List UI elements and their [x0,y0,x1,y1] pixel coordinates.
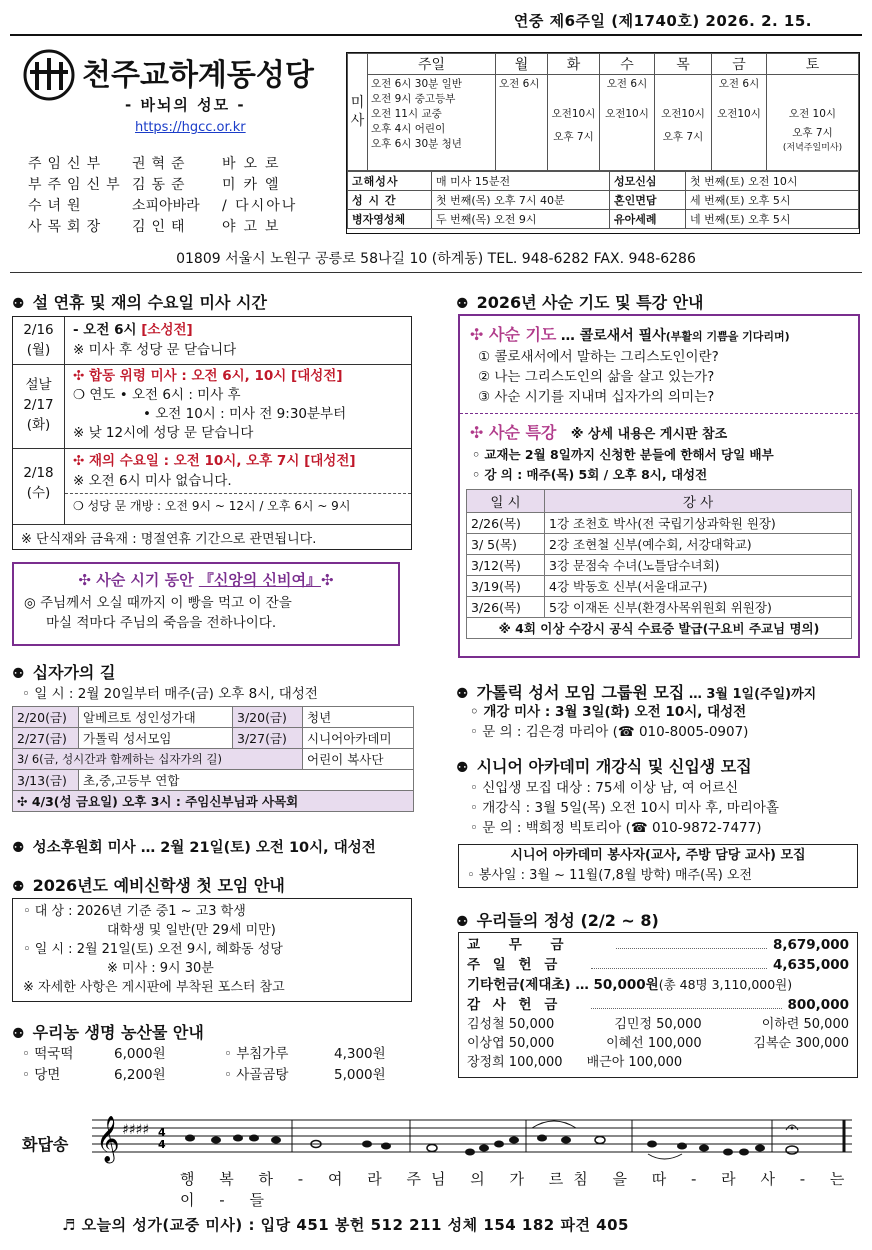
lunar-day-3: 2/18 (수) ✣ 재의 수요일 : 오전 10시, 오후 7시 [대성전] ※ 오전 6시 미사 없습니다. ❍ 성당 문 개방 : 오전 9시 ~ 12시 / 오후 6시 ~ 9시 [13,449,411,525]
bible-info: ◦ 개강 미사 : 3월 3일(화) 오전 10시, 대성전 ◦ 문 의 : 김은경 마리아 (☎ 010-8005-0907) [470,704,749,740]
music-staff-icon [92,1108,852,1168]
farm-section-title: ⚉ 우리농 생명 농산물 안내 [12,1023,204,1042]
prelim-section-title: ⚉ 2026년도 예비신학생 첫 모임 안내 [12,876,285,895]
top-divider [10,34,862,36]
staff-list [28,154,342,238]
prayer-items: ① 콜로새서에서 말하는 그리스도인이란? ② 나는 그리스도인의 삶을 살고 있는가? ③ 사순 시기를 지내며 십자가의 의미는? [478,349,719,405]
sunday-times: 오전 6시 30분 일반 오전 9시 중고등부 오전 11시 교중 오후 4시 어린이 오후 6시 30분 청년 [368,75,496,171]
monday-times: 오전 6시 [496,75,548,171]
staff-baptismal: 미카엘 [222,177,287,193]
staff-role: 사목회장 [28,219,107,235]
mass-table [347,53,859,171]
cross-section-title: ⚉ 십자가의 길 [12,663,116,682]
parish-address: 01809 서울시 노원구 공릉로 58나길 10 (하계동) TEL. 948-6282 FAX. 948-6286 [176,251,696,267]
staff-baptismal: / 다시아나 [222,198,298,214]
senior-section-title: ⚉ 시니어 아카데미 개강식 및 신입생 모집 [456,757,752,776]
sacrament-label: 유아세례 [610,210,686,229]
day-sunday: 주일 [368,54,496,75]
lunar-day-2: 설날 2/17 (화) ✣ 합동 위령 미사 : 오전 6시, 10시 [대성전] ❍ 연도 • 오전 6시 : 미사 후 • 오전 10시 : 미사 전 9:30분부터 ※ 낮 12시에 성당 문 닫습니다 [13,365,411,449]
staff-role: 수녀원 [28,198,87,214]
svg-text:♯♯♯♯: ♯♯♯♯ [122,1122,150,1138]
lunar-box [12,316,412,550]
friday-times: 오전 6시 오전10시 [712,75,767,171]
svg-text:4: 4 [158,1138,166,1151]
sacrament-value: 첫 번째(목) 오후 7시 40분 [432,191,610,210]
senior-info: ◦ 신입생 모집 대상 : 75세 이상 남, 여 어르신 ◦ 개강식 : 3월 5일(목) 오전 10시 미사 후, 마리아홀 ◦ 문 의 : 백희정 빅토리아 (☎ 010-9872-7477) [470,780,779,836]
sacrament-value: 세 번째(토) 오후 5시 [686,191,859,210]
offering-row: 교 무 금 8,679,000 [467,937,849,953]
prayer-header: ✣ 사순 기도 … 콜로새서 필사(부활의 기쁨을 기다리며) [470,325,790,344]
wednesday-times: 오전 6시 오전10시 [600,75,655,171]
faith-box [12,562,400,646]
offering-box [458,932,858,1078]
farm-list: ◦ 떡국떡 6,000원 ◦ 부침가루 4,300원 ◦ 당면 6,200원 ◦ 사골곰탕 5,000원 [22,1046,386,1083]
faith-title: ✣ 사순 시기 동안 『신앙의 신비여』✣ [78,571,334,589]
staff-role: 주임신부 [28,156,107,172]
lent-box [458,314,860,658]
header-divider [10,272,862,273]
lunar-section-title: ⚉ 설 연휴 및 재의 수요일 미사 시간 [12,293,267,312]
lunar-date: 2/16 (월) [13,317,65,364]
offering-section-title: ⚉ 우리들의 정성 (2/2 ~ 8) [456,911,659,930]
psalm-lyrics: 행 복 하 - 여 라 주님 의 가 르침 을 따 - 라 사 - 는 이 - 들 [180,1170,855,1209]
staff-row [28,154,342,175]
staff-baptismal: 야고보 [222,219,287,235]
staff-name: 김인태 [132,219,191,235]
lunar-date: 설날 2/17 (화) [13,365,65,448]
staff-baptismal: 바오로 [222,156,287,172]
mass-schedule [346,52,860,234]
staff-name: 김동준 [132,177,191,193]
issue-info: 연중 제6주일 (제1740호) 2026. 2. 15. [513,12,812,30]
sacrament-label: 병자영성체 [348,210,432,229]
supporters-title: ⚉ 성소후원회 미사 … 2월 21일(토) 오전 10시, 대성전 [12,840,376,856]
sacrament-label: 성 시 간 [348,191,432,210]
lecture-info: ◦ 교재는 2월 8일까지 신청한 분들에 한해서 당일 배부 ◦ 강 의 : 매주(목) 5회 / 오후 8시, 대성전 [472,447,774,482]
svg-text:4: 4 [158,1126,166,1139]
staff-name: 권혁준 [132,156,191,172]
staff-name: 소피아바라 [132,198,200,214]
cross-table: 2/20(금) 알베르토 성인성가대 3/20(금) 청년 2/27(금) 가톨릭 성서모임 3/27(금) 시니어아카데미 3/ 6(금, 성시간과 함께하는 십자가의 길) 어린이 복사단 3/13(금) 초,중,고등부 연합 ✣ 4/3(성 금요일) 오후 3시 : 주임신부님과 사목회 [12,706,414,812]
parish-subtitle: - 바뇌의 성모 - [125,96,246,114]
offering-row: 주 일 헌 금 4,635,000 [467,957,849,973]
day-wednesday: 수 [600,54,655,75]
lecture-table: 일 시 강 사 2/26(목) 1강 조천호 박사(전 국립기상과학원 원장) 3/ 5(목) 2강 조현철 신부(예수회, 서강대학교) 3/12(목) 3강 문점숙 수녀(노틀담수녀회) 3/19(목) 4강 박동호 신부(서울대교구) 3/26(목) 5강 이재돈 신부(환경사목위원회 위원장) ※ 4회 이상 수강시 공식 수료증 발급(구요비 주교님 명의) [466,489,852,639]
day-saturday: 토 [767,54,859,75]
offering-row: 감 사 헌 금 800,000 [467,997,849,1013]
day-thursday: 목 [655,54,712,75]
mass-label: 미사 [348,54,368,171]
parish-name: 천주교하계동성당 [82,58,314,93]
tuesday-times: 오전10시 오후 7시 [548,75,600,171]
thursday-times: 오전10시 오후 7시 [655,75,712,171]
staff-row [28,175,342,196]
sacrament-label: 고해성사 [348,172,432,191]
psalm-label: 화답송 [22,1135,69,1154]
lunar-date: 2/18 (수) [13,449,65,524]
sacrament-label: 혼인면담 [610,191,686,210]
lecture-header: ✣ 사순 특강 ※ 상세 내용은 게시판 참조 [470,423,728,442]
prelim-box: ◦ 대 상 : 2026년 기준 중1 ~ 고3 학생 대학생 및 일반(만 29세 미만) ◦ 일 시 : 2월 21일(토) 오전 9시, 혜화동 성당 ※ 미사 : 9시 30분 ※ 자세한 사항은 게시판에 부착된 포스터 참고 [12,898,412,1002]
senior-volunteer-box: 시니어 아카데미 봉사자(교사, 주방 담당 교사) 모집 ◦ 봉사일 : 3월 ~ 11월(7,8월 방학) 매주(목) 오전 [458,844,858,888]
staff-row [28,217,342,238]
todays-hymns: ♬ 오늘의 성가(교중 미사) : 입당 451 봉헌 512 211 성체 154 182 파견 405 [62,1216,629,1234]
parish-url-link[interactable]: https://hgcc.or.kr [135,120,246,135]
sacrament-value: 매 미사 15분전 [432,172,610,191]
sacrament-value: 네 번째(토) 오후 5시 [686,210,859,229]
day-tuesday: 화 [548,54,600,75]
staff-row [28,196,342,217]
svg-text:𝄞: 𝄞 [96,1116,120,1162]
day-friday: 금 [712,54,767,75]
faith-line: 마실 적마다 주님의 죽음을 전하나이다. [46,615,277,631]
lunar-footer: ※ 단식재와 금육재 : 명절연휴 기간으로 관면됩니다. [21,532,317,547]
donor-list: 김성철 50,000 김민정 50,000 이하련 50,000 이상엽 50,000 이혜선 100,000 김복순 300,000 장정희 100,000 배근아 100,000 [467,1017,849,1070]
sacrament-table [347,171,859,229]
lent-section-title: ⚉ 2026년 사순 기도 및 특강 안내 [456,293,704,312]
sacrament-value: 첫 번째(토) 오전 10시 [686,172,859,191]
lunar-day-1: 2/16 (월) - 오전 6시 [소성전] ※ 미사 후 성당 문 닫습니다 [13,317,411,365]
sacrament-label: 성모신심 [610,172,686,191]
cross-info: ◦ 일 시 : 2월 20일부터 매주(금) 오후 8시, 대성전 [22,686,318,702]
saturday-times: 오전 10시 오후 7시 (저녁주일미사) [767,75,859,171]
sacrament-value: 두 번째(목) 오전 9시 [432,210,610,229]
faith-line: ◎ 주님께서 오실 때까지 이 빵을 먹고 이 잔을 [24,595,292,611]
parish-logo-icon [22,48,76,102]
bible-section-title: ⚉ 가톨릭 성서 모임 그룹원 모집 … 3월 1일(주일)까지 [456,683,817,702]
day-monday: 월 [496,54,548,75]
staff-role: 부주임신부 [28,177,126,193]
offering-other: 기타헌금(제대초) … 50,000원(총 48명 3,110,000원) [467,977,793,993]
